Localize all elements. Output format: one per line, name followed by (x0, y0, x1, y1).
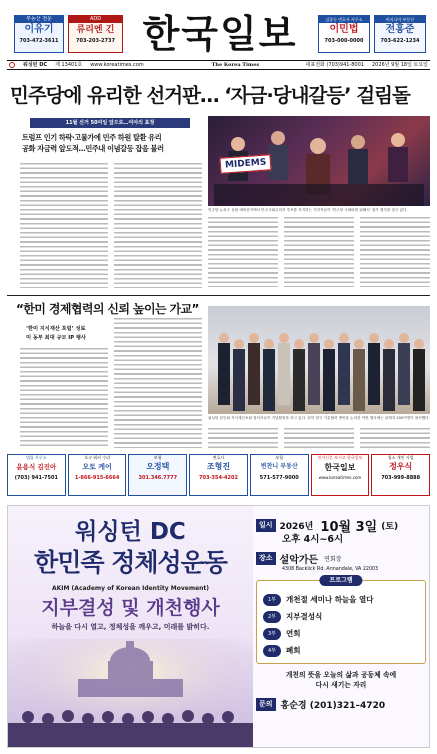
ad-name: 윤용식 김진아 (16, 463, 57, 471)
ad-insurance-oh[interactable] (128, 454, 187, 496)
date-label: 일시 (256, 519, 276, 532)
ad-name: 이유기 (24, 24, 54, 35)
event-akim: AKIM (Academy of Korean Identity Movement) (51, 585, 210, 592)
ad-tag: 청소 개인 사업 (387, 455, 414, 460)
event-title-3: 지부결성 및 개천행사 (41, 597, 220, 619)
rally-sign: MIDEMS (220, 154, 272, 174)
section2-sub-2: 미 동부 최대 규모 IP 행사 (26, 335, 86, 341)
group-photo-caption: 워싱턴 한인회 지식재산포럼 참석자들이 기념촬영을 하고 있다. 한미 양국 기술협력 방안을 논의한 이번 행사에는 관계자 200여명이 참석했다. (208, 416, 430, 420)
ad-name: 조형진 (206, 462, 231, 471)
ad-name: 전홍준 (385, 24, 415, 35)
ad-phone: (703) 941-7501 (14, 475, 58, 481)
issue-number: 제 13401호 (55, 62, 83, 68)
logo-icon (9, 62, 15, 68)
ad-realty[interactable] (250, 454, 309, 496)
ad-phone: 703-472-3611 (19, 38, 59, 44)
ad-law-office[interactable] (7, 454, 66, 496)
ad-name: 오토 케어 (82, 463, 112, 471)
ad-phone: 703-203-2737 (76, 38, 115, 44)
masthead-left-ad-2[interactable] (68, 15, 123, 53)
ad-tag: 버지니아 부동산 (375, 16, 425, 23)
article-column-3 (208, 217, 278, 287)
event-info (256, 518, 426, 743)
section-divider (7, 295, 430, 296)
masthead-left-ad[interactable] (14, 15, 64, 53)
newspaper-title: 한국일보 (142, 11, 298, 56)
ad-tag: 법률 사무소 (26, 455, 47, 460)
rally-photo (208, 116, 430, 206)
event-date-prefix: 2026년 (279, 521, 317, 532)
program-num: 2부 (263, 611, 281, 623)
website-link[interactable]: www.koreatimes.com (90, 62, 144, 68)
place-label: 장소 (256, 552, 276, 565)
event-address: 4308 Backlick Rd. Annandale, VA 22003 (282, 567, 379, 572)
ad-phone: 703-000-0000 (324, 38, 364, 44)
program-label: 프로그램 (319, 575, 362, 586)
program-num: 1부 (263, 594, 281, 606)
program-box (256, 577, 426, 664)
masthead-right-ad[interactable] (318, 15, 370, 53)
group-photo-people (208, 306, 430, 414)
program-item (263, 591, 419, 608)
event-date-row (256, 518, 426, 535)
program-text: 연회 (286, 629, 301, 638)
ad-name: 정우식 (389, 462, 413, 471)
program-num: 3부 (263, 628, 281, 640)
ad-name: 오정택 (146, 462, 170, 471)
section2-headline: “한미 경제협력의 신뢰 높이는 가교” (16, 302, 199, 316)
article-column-1 (20, 163, 108, 288)
edition: 워싱턴 DC (23, 62, 48, 68)
program-text: 개천절 세미나 하늘을 열다 (286, 595, 374, 604)
article-column-5 (360, 217, 430, 287)
section2-column-4 (284, 428, 354, 450)
ad-phone: 571-577-9000 (259, 475, 299, 481)
ad-website: www.koreatimes.com (318, 475, 362, 480)
info-bar (7, 60, 430, 70)
event-date-suffix: (토) (381, 521, 399, 532)
group-photo (208, 306, 430, 414)
ad-tag: 전자신문 보시고 한국일보 (317, 455, 363, 460)
ad-lawyer-cho[interactable] (189, 454, 248, 496)
article-column-2 (114, 163, 202, 288)
ad-tag: 부동산 전문 (15, 16, 63, 23)
ad-tag: ADD (69, 16, 122, 23)
program-num: 4부 (263, 645, 281, 657)
event-invite-1: 개천의 뜻을 오늘의 삶과 공동체 속에 (285, 671, 397, 679)
headline-kicker: 11월 선거 50여일 앞으로…여야의 표정 (30, 118, 190, 128)
ad-phone: 703-622-1234 (380, 38, 420, 44)
ad-phone: 703-354-4202 (199, 475, 238, 481)
rally-photo-caption: 민주당 뉴욕주 상원 예비선거에서 민주사회주의자 후보를 지지하는 지지자들이 '민주당 극좌파를 위해서' 참가 행사를 갖고 있다. (208, 208, 408, 212)
event-invite-2: 다시 새기는 자리 (315, 681, 367, 689)
section2-sub-1: ‘한미 지식재산 포럼’ 성료 (26, 326, 86, 332)
main-headline: 민주당에 유리한 선거판… ‘자금·당내갈등’ 걸림돌 (10, 84, 410, 107)
section2-column-2 (114, 318, 202, 448)
ad-phone: 301.346.7777 (138, 475, 178, 481)
ad-korea-times[interactable] (311, 454, 370, 496)
ad-name: 류리엔 긴 (76, 25, 115, 35)
ad-auto-care[interactable] (68, 454, 127, 496)
event-title-2: 한민족 정체성운동 (34, 548, 227, 577)
event-art (8, 506, 253, 748)
subhead-line-1: 트럼프 인기 하락·고물가에 민주 하원 탈환 유리 (22, 133, 162, 142)
program-item (263, 608, 419, 625)
ad-tag: 오크 워커 수리 (84, 455, 110, 460)
program-item (263, 642, 419, 659)
program-item (263, 625, 419, 642)
event-contact[interactable]: 홍순경 (201)321–4720 (280, 701, 386, 711)
article-column-4 (284, 217, 354, 287)
event-place: 설악가든 (279, 555, 319, 566)
event-time: 오후 4시~6시 (282, 534, 344, 545)
ad-name: 한국일보 (324, 462, 356, 472)
section2-column-5 (360, 428, 430, 450)
program-text: 폐회 (286, 646, 301, 655)
phone-number: 대표전화 (703)941-8001 (305, 62, 364, 68)
event-date-main: 10월 3일 (320, 519, 378, 535)
program-text: 지부결성식 (286, 612, 323, 621)
ads-row (7, 454, 430, 496)
ad-tag: 보험 (153, 455, 162, 460)
contact-label: 문의 (256, 698, 276, 711)
event-tagline: 하늘을 다시 열고, 정체성을 깨우고, 미래를 밝히다. (51, 623, 210, 631)
ad-tag: 김종숙 변호사 사무소 (319, 16, 369, 23)
ad-tag: 보험 (275, 455, 284, 460)
section2-column-3 (208, 428, 278, 450)
ad-cleaning[interactable] (371, 454, 430, 496)
ad-phone: 1-866-915-6664 (74, 475, 120, 481)
masthead (0, 0, 437, 60)
date: 2026년 9월 18일 토요일 (371, 62, 428, 68)
event-ad[interactable] (7, 505, 430, 748)
event-contact-row (256, 698, 426, 711)
ad-tag: 변호사 (212, 455, 225, 460)
ad-name: 이민법 (329, 24, 359, 35)
english-title: The Korea Times (211, 62, 260, 68)
event-title-1: 워싱턴 DC (75, 519, 186, 545)
subhead-line-2: 공화 자금력 앞도적…민주내 이념갈등 잡음 불러 (22, 144, 164, 153)
event-place-row (256, 551, 426, 566)
ad-name: 변찬니 부동산 (260, 463, 298, 470)
event-place-suffix: 연회장 (322, 556, 342, 563)
section2-column-1 (20, 348, 108, 448)
capitol-crowd-graphic (8, 639, 253, 748)
ad-phone: 703-999-8888 (381, 475, 421, 481)
masthead-right-ad-2[interactable] (374, 15, 426, 53)
